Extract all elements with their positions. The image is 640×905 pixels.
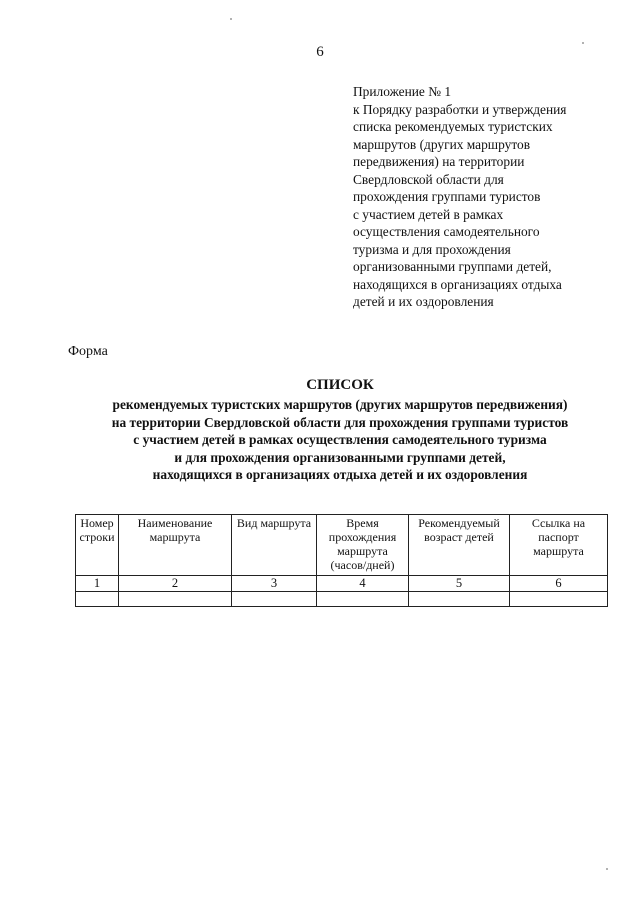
header-cell-row-number: Номер строки (76, 515, 119, 576)
appendix-caption (353, 83, 613, 311)
table-cell (119, 592, 232, 607)
appendix-line: с участием детей в рамках (353, 206, 504, 222)
table-cell (510, 592, 608, 607)
table-row (76, 592, 608, 607)
table-header-row (76, 515, 608, 576)
header-cell-route-time: Время прохождения маршрута (часов/дней) (317, 515, 409, 576)
appendix-line: Приложение № 1 (353, 84, 452, 99)
table-cell (76, 592, 119, 607)
appendix-line: детей и их оздоровления (353, 294, 494, 309)
page-number: 6 (316, 44, 324, 60)
column-number-cell: 2 (119, 576, 232, 592)
document-title (60, 376, 620, 484)
column-number-cell: 3 (232, 576, 317, 592)
title-line: находящихся в организациях отдыха детей и их оздоровления (152, 467, 528, 482)
column-number-cell: 5 (409, 576, 510, 592)
appendix-line: к Порядку разработки и утверждения (353, 101, 567, 117)
title-line: на территории Свердловской области для прохождения группами туристов (111, 414, 569, 430)
title-line: рекомендуемых туристских маршрутов (других маршрутов передвижения) (112, 397, 568, 412)
appendix-line: находящихся в организациях отдыха (353, 276, 562, 292)
table-cell (232, 592, 317, 607)
column-number-cell: 4 (317, 576, 409, 592)
header-cell-route-name: Наименование маршрута (119, 515, 232, 576)
routes-table (75, 514, 608, 607)
appendix-line: туризма и для прохождения (353, 241, 511, 257)
title-line: и для прохождения организованными группами детей, (174, 449, 506, 465)
appendix-line: Свердловской области для (353, 171, 504, 187)
form-label: Форма (68, 344, 108, 359)
table-cell (317, 592, 409, 607)
appendix-line: организованными группами детей, (353, 259, 552, 274)
scan-speck (582, 42, 584, 44)
header-cell-route-type: Вид маршрута (232, 515, 317, 576)
appendix-line: маршрутов (других маршрутов (353, 136, 531, 152)
column-number-cell: 1 (76, 576, 119, 592)
table-cell (409, 592, 510, 607)
header-cell-recommended-age: Рекомендуемый возраст детей (409, 515, 510, 576)
scan-speck (606, 868, 608, 870)
header-cell-passport-link: Ссылка на паспорт маршрута (510, 515, 608, 576)
title-line: с участием детей в рамках осуществления самодеятельного туризма (133, 432, 547, 447)
appendix-line: осуществления самодеятельного (353, 224, 540, 239)
scan-speck (230, 18, 232, 20)
appendix-line: прохождения группами туристов (353, 189, 541, 204)
appendix-line: списка рекомендуемых туристских (353, 119, 553, 134)
column-number-cell: 6 (510, 576, 608, 592)
table-column-number-row (76, 576, 608, 592)
title-main: СПИСОК (306, 377, 374, 393)
appendix-line: передвижения) на территории (353, 154, 525, 169)
